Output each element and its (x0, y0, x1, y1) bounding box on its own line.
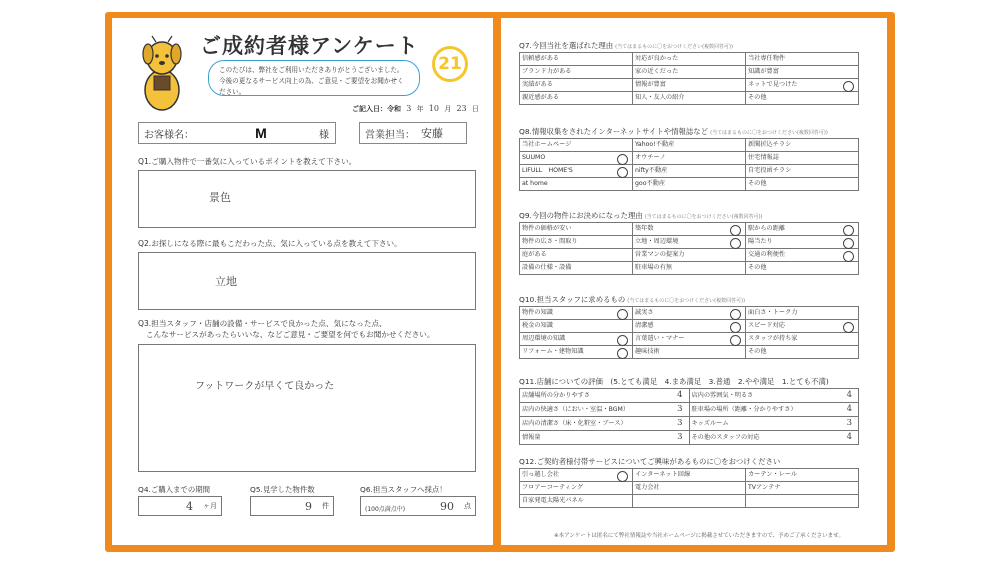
q11-item: 情報量 (522, 434, 541, 441)
q8-grid (519, 138, 859, 191)
intro-line-1: このたびは、弊社をご利用いただきありがとうございました。 (219, 66, 404, 74)
q10-row (520, 333, 859, 346)
q8-row (520, 152, 859, 165)
intro-bubble (208, 60, 420, 96)
q11-item: キッズルーム (691, 420, 729, 427)
q7-option[interactable]: その他 (746, 92, 859, 105)
q7-option[interactable]: 信頼感がある (520, 53, 633, 66)
q3-label-line-1: Q3.担当スタッフ・店舗の設備・サービスで良かった点、気になった点、 (138, 319, 387, 328)
customer-name-label: お客様名： (144, 129, 194, 141)
q11-grid (519, 388, 859, 445)
q12-option[interactable] (633, 495, 746, 508)
customer-name-suffix: 様 (319, 129, 329, 141)
q7-row (520, 66, 859, 79)
q7-option[interactable]: 知人・友人の紹介 (633, 92, 746, 105)
q12-option[interactable]: TVアンテナ (746, 482, 859, 495)
q10-option[interactable]: 面白さ・トーク力 (746, 307, 859, 320)
q11-row (520, 389, 859, 403)
q9-label (519, 210, 763, 221)
q9-option[interactable]: 庭がある (520, 249, 633, 262)
q6-box[interactable] (360, 496, 476, 516)
q8-row (520, 178, 859, 191)
q11-rating-cell[interactable] (690, 389, 860, 403)
q8-option[interactable]: SUUMO (520, 152, 633, 165)
q11-rating-cell[interactable] (690, 403, 860, 417)
q2-answer-box[interactable] (138, 252, 476, 310)
q10-label-text: Q10.担当スタッフに求めるもの (519, 295, 626, 304)
q7-label (519, 40, 733, 51)
q9-option[interactable]: 立地・周辺環境 (633, 236, 746, 249)
staff-field[interactable] (359, 122, 467, 144)
q11-score: 3 (677, 432, 683, 442)
q2-answer: 立地 (215, 275, 237, 288)
q11-item: 駐車場の場所（距離・分かりやすさ） (691, 406, 797, 413)
date-month-unit: 月 (444, 105, 452, 113)
intro-line-2: 今後の更なるサービス向上の為、ご意見・ご要望をお聞かせください。 (219, 77, 404, 96)
q12-option[interactable]: 電力会社 (633, 482, 746, 495)
q8-option[interactable]: goo不動産 (633, 178, 746, 191)
q4-box[interactable] (138, 496, 222, 516)
q12-row (520, 495, 859, 508)
q2-label: Q2.お探しになる際に最もこだわった点、気に入っている点を教えて下さい。 (138, 239, 402, 248)
q9-option[interactable]: 物件の広さ・間取り (520, 236, 633, 249)
q7-row (520, 79, 859, 92)
q3-answer-box[interactable] (138, 344, 476, 472)
q9-row (520, 249, 859, 262)
q7-option[interactable]: ブランド力がある (520, 66, 633, 79)
q8-row (520, 165, 859, 178)
q12-option[interactable]: フロアーコーティング (520, 482, 633, 495)
customer-name-field[interactable] (138, 122, 336, 144)
q7-option[interactable]: 情報が豊富 (633, 79, 746, 92)
q11-score: 4 (846, 404, 852, 414)
q4-value: 4 (186, 499, 193, 513)
q11-label: Q11.店舗についての評価 (5.とても満足 4.まあ満足 3.普通 2.やや満足 1.とても不満) (519, 377, 829, 386)
q9-option[interactable]: 陽当たり (746, 236, 859, 249)
q12-option[interactable] (746, 495, 859, 508)
q8-option[interactable]: Yahoo!不動産 (633, 139, 746, 152)
q10-option[interactable]: 税金の知識 (520, 320, 633, 333)
q9-row (520, 236, 859, 249)
q10-option[interactable]: 周辺環境の知識 (520, 333, 633, 346)
q11-rating-cell[interactable] (520, 403, 690, 417)
q8-option[interactable]: nifty不動産 (633, 165, 746, 178)
q11-item: 店舗場所の分かりやすさ (522, 392, 591, 399)
q11-rating-cell[interactable] (690, 417, 860, 431)
q1-answer-box[interactable] (138, 170, 476, 228)
q8-option[interactable]: at home (520, 178, 633, 191)
q7-option[interactable]: 実績がある (520, 79, 633, 92)
q7-note: (当てはまるものに〇をおつけください(複数回答可)) (615, 44, 733, 50)
q5-label: Q5.見学した物件数 (250, 485, 315, 494)
q8-option[interactable]: オウチーノ (633, 152, 746, 165)
q11-row (520, 403, 859, 417)
q8-label (519, 126, 828, 137)
q8-option[interactable]: LIFULL HOME'S (520, 165, 633, 178)
q10-option[interactable]: 言葉遣い・マナー (633, 333, 746, 346)
q12-option[interactable]: 自家発電太陽光パネル (520, 495, 633, 508)
q12-row (520, 482, 859, 495)
q9-label-text: Q9.今回の物件にお決めになった理由 (519, 211, 643, 220)
q7-option[interactable]: 知識が豊富 (746, 66, 859, 79)
q11-item: 店内の清潔さ（床・化粧室・ブース） (522, 420, 627, 427)
q9-option[interactable]: その他 (746, 262, 859, 275)
q10-option[interactable]: 趣味技術 (633, 346, 746, 359)
customer-name-value: M (255, 125, 267, 141)
q9-option[interactable]: 交通の利便性 (746, 249, 859, 262)
q9-row (520, 262, 859, 275)
q8-row (520, 139, 859, 152)
entry-date (352, 104, 479, 114)
q11-rating-cell[interactable] (520, 417, 690, 431)
q10-row (520, 307, 859, 320)
date-day: 23 (456, 104, 467, 113)
q8-label-text: Q8.情報収集をされたインターネットサイトや情報誌など (519, 127, 709, 136)
q11-row (520, 431, 859, 445)
q7-option[interactable]: 家の近くだった (633, 66, 746, 79)
q12-row (520, 469, 859, 482)
q8-option[interactable]: その他 (746, 178, 859, 191)
q10-row (520, 320, 859, 333)
q7-option[interactable]: 対応が良かった (633, 53, 746, 66)
q5-value: 9 (305, 499, 312, 513)
survey-title: ご成約者様アンケート (200, 34, 419, 58)
q9-note: (当てはまるものに〇をおつけください(複数回答可)) (644, 214, 763, 220)
q9-grid (519, 222, 859, 275)
q11-rating-cell[interactable] (520, 431, 690, 445)
q12-option[interactable]: インターネット回線 (633, 469, 746, 482)
q10-option[interactable]: 物件の知識 (520, 307, 633, 320)
q9-option[interactable]: 駅からの距離 (746, 223, 859, 236)
q7-row (520, 92, 859, 105)
q5-box[interactable] (250, 496, 334, 516)
q8-option[interactable]: 新聞折込チラシ (746, 139, 859, 152)
footer-note: ※本アンケートは匿名にて弊社情報誌や当社ホームページに掲載させていただきますので、予めご了承くださいませ。 (554, 533, 844, 539)
century21-logo: 21 (432, 46, 468, 82)
q7-option[interactable]: ネットで見つけた (746, 79, 859, 92)
q6-label: Q6.担当スタッフへ採点！ (360, 485, 447, 494)
q8-option[interactable]: 当社ホームページ (520, 139, 633, 152)
q9-option[interactable]: 物件の価格が安い (520, 223, 633, 236)
q9-option[interactable]: 営業マンの提案力 (633, 249, 746, 262)
q8-option[interactable]: 自宅投函チラシ (746, 165, 859, 178)
q11-score: 3 (846, 418, 852, 428)
q10-grid (519, 306, 859, 359)
q10-label (519, 294, 745, 305)
q11-score: 3 (677, 418, 683, 428)
q12-option[interactable]: カーテン・レール (746, 469, 859, 482)
date-month: 10 (428, 104, 439, 113)
q10-option[interactable]: スピード対応 (746, 320, 859, 333)
q10-note: (当てはまるものに〇をおつけください(複数回答可)) (627, 298, 746, 304)
staff-value: 安藤 (421, 127, 443, 140)
q12-label: Q12.ご契約者様付帯サービスについてご興味があるものに〇をおつけください (519, 457, 781, 466)
q10-option[interactable]: 誠実さ (633, 307, 746, 320)
q6-prefix: (100点満点中) (365, 506, 406, 513)
q6-unit: 点 (464, 502, 471, 510)
q9-option[interactable]: 築年数 (633, 223, 746, 236)
q10-option[interactable]: 清潔感 (633, 320, 746, 333)
date-year: 3 (406, 104, 412, 113)
q8-option[interactable]: 住宅情報誌 (746, 152, 859, 165)
q3-label (138, 318, 434, 340)
q11-rating-cell[interactable] (690, 431, 860, 445)
q11-score: 3 (677, 404, 683, 414)
q10-option[interactable]: リフォーム・建物知識 (520, 346, 633, 359)
q7-option[interactable]: 親近感がある (520, 92, 633, 105)
q11-item: 店内の雰囲気・明るさ (691, 392, 754, 399)
q4-unit: ヶ月 (203, 502, 217, 510)
survey-page-right (501, 18, 887, 545)
q10-option[interactable]: スタッフが持ち家 (746, 333, 859, 346)
q1-label: Q1.ご購入物件で一番気に入っているポイントを教えて下さい。 (138, 157, 357, 166)
date-year-unit: 年 (416, 105, 424, 113)
q11-item: その他のスタッフの対応 (691, 434, 760, 441)
q12-option[interactable]: 引っ越し会社 (520, 469, 633, 482)
q10-option[interactable]: その他 (746, 346, 859, 359)
q9-option[interactable]: 設備の仕様・設備 (520, 262, 633, 275)
q12-grid (519, 468, 859, 508)
q9-option[interactable]: 駐車場の有無 (633, 262, 746, 275)
q11-score: 4 (677, 390, 683, 400)
q11-item: 店内の快適さ（におい・室温・BGM） (522, 406, 630, 413)
q1-answer: 景色 (209, 191, 231, 204)
q7-row (520, 53, 859, 66)
q4-label: Q4.ご購入までの期間 (138, 485, 210, 494)
survey-page-left (112, 18, 493, 545)
staff-label: 営業担当： (365, 129, 415, 141)
q7-option[interactable]: 当社専任物件 (746, 53, 859, 66)
q11-score: 4 (846, 390, 852, 400)
q11-score: 4 (846, 432, 852, 442)
q7-grid (519, 52, 859, 105)
q3-answer: フットワークが早くて良かった (195, 381, 335, 392)
q10-row (520, 346, 859, 359)
q8-note: (当てはまるものに〇をおつけください(複数回答可)) (710, 130, 828, 136)
q11-rating-cell[interactable] (520, 389, 690, 403)
q7-label-text: Q7.今回当社を選ばれた理由 (519, 41, 614, 50)
q6-value: 90 (440, 499, 454, 513)
date-label: ご記入日：令和 (352, 105, 401, 113)
q5-unit: 件 (322, 502, 329, 510)
mascot-dog-icon (138, 32, 186, 112)
q9-row (520, 223, 859, 236)
date-day-unit: 日 (471, 105, 479, 113)
survey-sheet (105, 12, 895, 552)
q11-row (520, 417, 859, 431)
q3-label-line-2: こんなサービスがあったらいいな、などご意見・ご要望を何でもお聞かせください。 (146, 330, 435, 339)
